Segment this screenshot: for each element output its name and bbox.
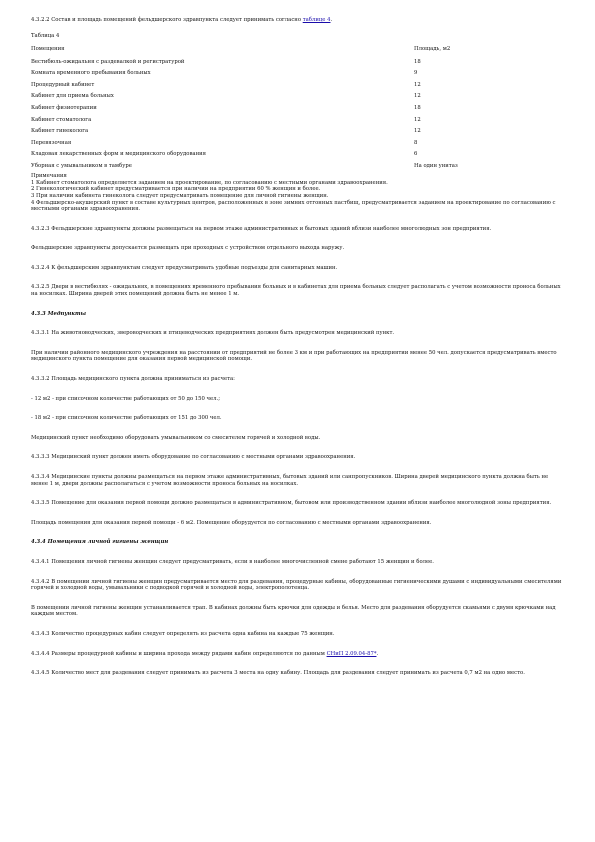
table-cell: 12	[414, 93, 421, 100]
paragraph-first-aid-area: Площадь помещения для оказания первой помощи - 6 м2. Помещение оборудуется по согласованию с местными органами здравоохранения.	[31, 519, 432, 526]
table-row	[31, 56, 562, 68]
table-row	[31, 149, 562, 161]
list-item: - 18 м2 - при списочном количестве работающих от 151 до 300 чел.	[31, 415, 222, 422]
paragraph-4-3-2-5: 4.3.2.5 Двери в вестибюлях - ожидальнях, в помещениях временного пребывания больных и в кабинетах для приема больных следует располагать с учетом возможности проноса больных на носилках. Ширина дверей этих помещений должна быть не менее 1 м.	[31, 284, 561, 298]
table-cell: Кабинет гинеколога	[31, 128, 89, 135]
table-cell: 9	[414, 70, 418, 77]
table-row	[31, 114, 562, 126]
paragraph-4-3-4-1: 4.3.4.1 Помещения личной гигиены женщин следует предусматривать, если в наиболее многочисленной смене работают 15 женщин и более.	[31, 558, 434, 565]
notes-title: Примечания	[31, 173, 67, 180]
table-cell: Процедурный кабинет	[31, 81, 95, 88]
paragraph-4-3-3-3: 4.3.3.3 Медицинский пункт должен иметь оборудование по согласованию с местными органами здравоохранения.	[31, 454, 356, 461]
paragraph-4-3-3-2: 4.3.3.2 Площадь медицинского пункта должна приниматься из расчета:	[31, 376, 235, 383]
table-cell: Комната временного пребывания больных	[31, 70, 151, 77]
section-heading-4-3-3: 4.3.3 Медпункты	[31, 310, 86, 317]
paragraph-4-3-4-2: 4.3.4.2 В помещении личной гигиены женщин предусматривается место для раздевания, процедурные кабины, оборудованные гигиеническими душами с индивидуальными смесителями горячей и холодной воды, умывальники с подводкой горячей и холодной воды, электрополотенца.	[31, 578, 562, 592]
paragraph-4-3-3-1b: При наличии районного медицинского учреждения на расстоянии от предприятий не более 3 км и при работающих на предприятии менее 50 чел. допускается предусматривать вместо медицинского пункта помещение для оказания первой медицинской помощи.	[31, 349, 557, 363]
table-title: Таблица 4	[31, 32, 60, 39]
table-row	[31, 79, 562, 91]
paragraph-4-3-4-5: 4.3.4.5 Количество мест для раздевания следует принимать из расчета 3 места на одну кабину. Площадь для раздевания следует принимать из расчета 0,7 м2 на одно место.	[31, 670, 525, 677]
table-row	[31, 137, 562, 149]
note-item: 4 Фельдшерско-акушерский пункт в составе культурных центров, расположенных в зоне зимних отгонных пастбищ, предусматривается заданием на проектирование по согласованию с местными органами здравоохранения.	[31, 199, 556, 213]
table-cell: Перевязочная	[31, 139, 72, 146]
link-table-4[interactable]: таблице 4	[302, 17, 331, 23]
table-row	[31, 126, 562, 138]
note-item: 1 Кабинет стоматолога определяется заданием на проектирование, по согласованию с местными органами здравоохранения.	[31, 179, 388, 186]
table-header-cell: Помещения	[31, 45, 65, 52]
paragraph-4-3-3-1: 4.3.3.1 На животноводческих, звероводческих и птицеводческих предприятиях должен быть предусмотрен медицинский пункт.	[31, 330, 395, 337]
table-cell: Кабинет для приема больных	[31, 93, 114, 100]
paragraph-washbasin: Медицинский пункт необходимо оборудовать умывальником со смесителем горячей и холодной воды.	[31, 434, 321, 441]
table-header-row	[31, 42, 562, 56]
table-cell: Кабинет стоматолога	[31, 116, 92, 123]
table-cell: 12	[414, 128, 421, 135]
paragraph-4-3-3-4: 4.3.3.4 Медицинские пункты должны размещаться на первом этаже административных, бытовых зданий или санпропускников. Ширина дверей медицинского пункта должна быть не менее 1 м, двери должны располагаться с учетом возможности проноса больных на носилках.	[31, 474, 549, 487]
table-header-cell: Площадь, м2	[414, 45, 451, 52]
paragraph-4-3-2-3: 4.3.2.3 Фельдшерские здравпункты должны размещаться на первом этаже административных и бытовых зданий вблизи наиболее многолюдных зон предприятия.	[31, 225, 492, 232]
section-heading-4-3-4: 4.3.4 Помещения личной гигиены женщин	[31, 539, 169, 546]
table-row	[31, 161, 562, 173]
table-row	[31, 91, 562, 103]
table-cell: 18	[414, 105, 421, 112]
table-cell: Кладовая лекарственных форм и медицинского оборудования	[31, 151, 206, 158]
table-cell: Уборная с умывальником в тамбуре	[31, 163, 132, 170]
paragraph-4-3-3-5: 4.3.3.5 Помещение для оказания первой помощи должно размещаться в административном, бытовом или производственном здании вблизи наиболее многолюдной зоны предприятия.	[31, 500, 552, 507]
table-cell: 12	[414, 116, 421, 123]
document-body	[31, 17, 562, 677]
note-item: 2 Гинекологический кабинет предусматривается при наличии на предприятии 60 % женщин и более.	[31, 186, 321, 193]
paragraph-fap: Фельдшерские здравпункты допускается размещать при проходных с устройством отдельного выхода наружу.	[31, 245, 345, 252]
table-cell: 18	[414, 58, 421, 65]
paragraph-4-3-4-4: 4.3.4.4 Размеры процедурной кабины и ширина прохода между рядами кабин определяются по данным СНиП 2.09.04-87*.	[31, 650, 379, 657]
table-row	[31, 68, 562, 80]
table-row	[31, 103, 562, 115]
link-snip[interactable]: СНиП 2.09.04-87*	[326, 650, 377, 657]
table-notes	[31, 173, 562, 213]
note-item: 3 При наличии кабинета гинеколога следует предусматривать помещение для личной гигиены женщин.	[31, 192, 329, 199]
rooms-area-table	[31, 42, 562, 172]
table-cell: Вестибюль-ожидальня с раздевалкой и регистратурой	[31, 58, 185, 65]
table-cell: 6	[414, 151, 418, 158]
table-cell: Кабинет физиотерапии	[31, 105, 97, 112]
list-item: - 12 м2 - при списочном количестве работающих от 50 до 150 чел.;	[31, 395, 220, 402]
paragraph-4-3-4-3: 4.3.4.3 Количество процедурных кабин следует определять из расчета одна кабина на каждые 75 женщин.	[31, 630, 335, 637]
paragraph-4-3-2-2: 4.3.2.2 Состав и площадь помещений фельдшерского здравпункта следует принимать согласно таблице 4.	[31, 17, 333, 23]
table-cell: На один унитаз	[414, 163, 458, 170]
table-cell: 12	[414, 81, 421, 88]
paragraph-hygiene-room: В помещении личной гигиены женщин устанавливается трап. В кабинах должны быть крючки для одежды и белья. Место для раздевания оборудуется скамьями с двумя крючками над каждым местом.	[31, 604, 556, 618]
paragraph-4-3-2-4: 4.3.2.4 К фельдшерским здравпунктам следует предусматривать удобные подъезды для санитарных машин.	[31, 264, 338, 271]
table-cell: 8	[414, 139, 418, 146]
